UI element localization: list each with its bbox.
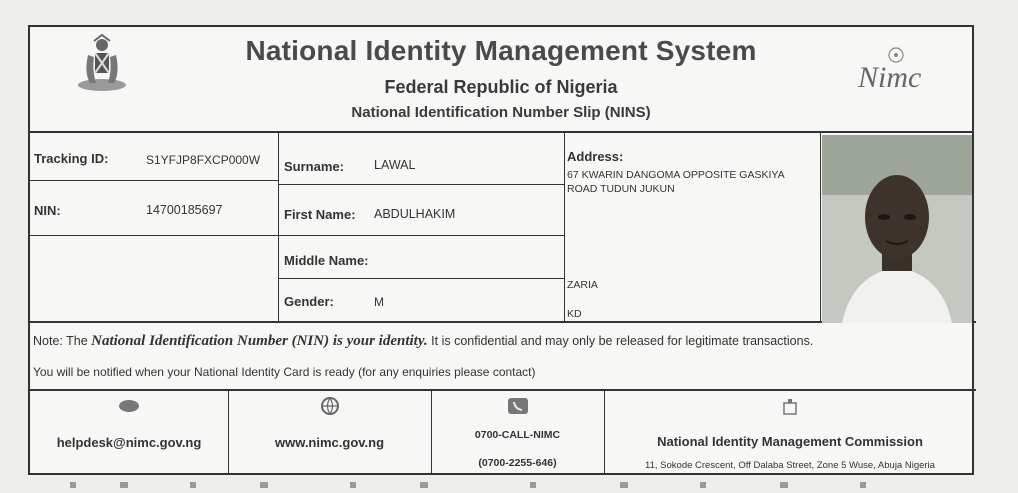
footer-org-cell	[604, 389, 976, 475]
surname-value: LAWAL	[374, 158, 416, 172]
divider	[278, 131, 279, 321]
nin-label: NIN:	[34, 203, 61, 218]
footer-email: helpdesk@nimc.gov.ng	[56, 435, 202, 450]
divider	[30, 180, 278, 181]
address-line1: 67 KWARIN DANGOMA OPPOSITE GASKIYA	[567, 169, 785, 181]
footer-website-cell	[228, 389, 431, 475]
address-line2: ROAD TUDUN JUKUN	[567, 183, 675, 195]
tracking-id-value: S1YFJP8FXCP000W	[146, 153, 261, 167]
surname-label: Surname:	[284, 159, 344, 174]
footer-website: www.nimc.gov.ng	[274, 435, 385, 450]
footer-org-address: 11, Sokode Crescent, Off Dalaba Street, Zone 5 Wuse, Abuja Nigeria	[645, 460, 935, 471]
divider	[30, 235, 564, 236]
page-subtitle: Federal Republic of Nigeria	[384, 77, 618, 97]
mail-icon	[118, 397, 140, 415]
footer-org-name: National Identity Management Commission	[657, 434, 923, 449]
divider	[820, 131, 821, 321]
nimc-logo-text: Nimc	[858, 61, 922, 94]
note-suffix: It is confidential and may only be released for legitimate transactions.	[427, 334, 814, 348]
footer-phone-cell	[431, 389, 604, 475]
page-title: National Identity Management System	[245, 35, 757, 66]
nin-value: 14700185697	[146, 203, 223, 217]
holder-photo	[822, 135, 972, 323]
edge-artifacts	[60, 480, 960, 490]
first-name-label: First Name:	[284, 207, 356, 222]
slip-header	[30, 27, 972, 133]
footer-email-cell	[30, 389, 228, 475]
note-line-2: You will be notified when your National Identity Card is ready (for any enquiries please contact)	[33, 365, 536, 379]
divider	[278, 184, 564, 185]
globe-icon	[319, 397, 341, 415]
nin-slip	[28, 25, 974, 475]
middle-name-label: Middle Name:	[284, 253, 369, 268]
tracking-id-label: Tracking ID:	[34, 151, 109, 166]
address-town: ZARIA	[567, 279, 598, 291]
footer-phone-word: 0700-CALL-NIMC	[474, 429, 561, 441]
slip-name: National Identification Number Slip (NINS)	[351, 104, 651, 121]
building-icon	[779, 397, 801, 415]
address-label: Address:	[567, 149, 624, 164]
note-prefix: Note: The	[33, 334, 92, 348]
nimc-logo-icon	[852, 39, 932, 99]
first-name-value: ABDULHAKIM	[374, 207, 456, 221]
note-emphasis: National Identification Number (NIN) is your identity.	[91, 333, 428, 349]
footer-phone-number: (0700-2255-646)	[478, 457, 557, 469]
address-state: KD	[567, 308, 582, 320]
divider	[278, 278, 564, 279]
divider	[564, 131, 565, 321]
gender-value: M	[374, 295, 384, 309]
note-line-1	[33, 333, 813, 350]
phone-icon	[507, 397, 529, 415]
gender-label: Gender:	[284, 294, 334, 309]
